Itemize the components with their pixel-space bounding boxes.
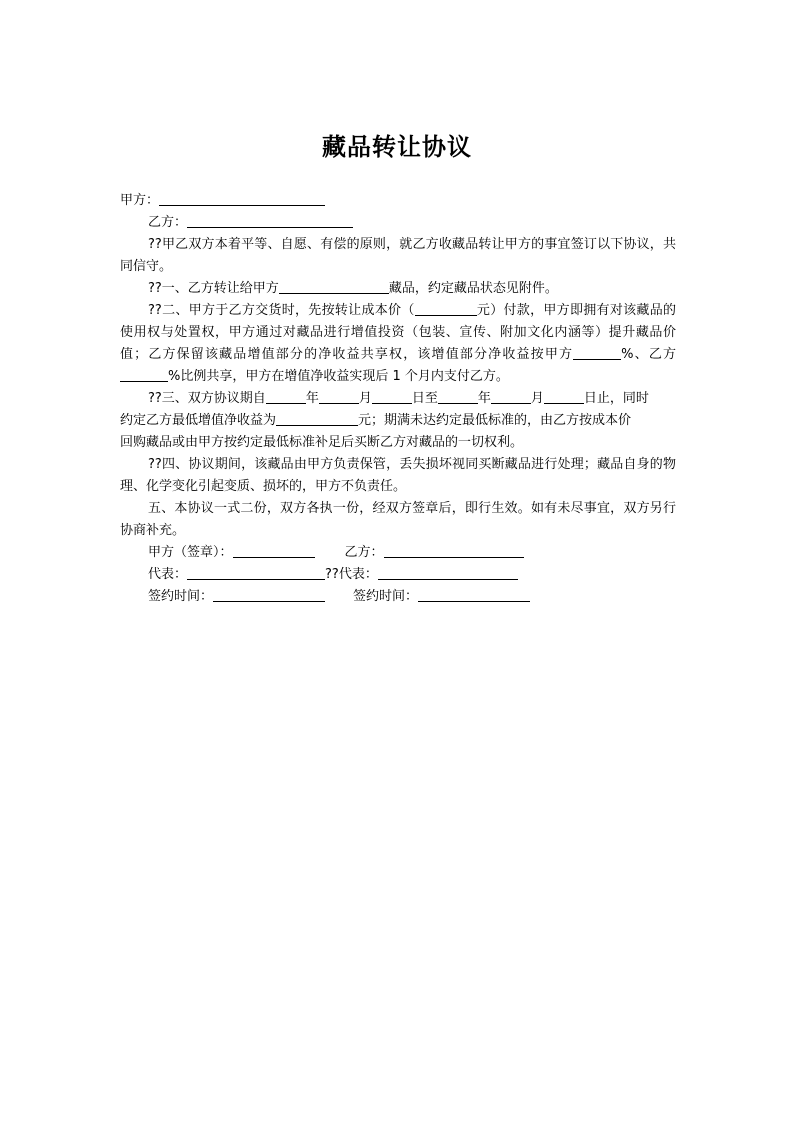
start-month-blank xyxy=(319,389,359,404)
party-a-seal-blank xyxy=(233,543,315,558)
clause-2 xyxy=(120,300,676,388)
clause-3-line-2 xyxy=(120,410,676,432)
month-label: 月 xyxy=(358,391,372,406)
rep-a-blank xyxy=(187,565,325,580)
collection-name-blank xyxy=(279,279,389,294)
agreement-body xyxy=(120,190,676,608)
party-a-label: 甲方： xyxy=(120,193,160,208)
end-day-blank xyxy=(544,389,584,404)
party-a-blank xyxy=(159,191,325,206)
cost-price-blank xyxy=(415,301,477,316)
year-label: 年 xyxy=(305,391,319,406)
start-year-blank xyxy=(266,389,306,404)
date-b-label: 签约时间： xyxy=(353,589,419,604)
clause-1 xyxy=(120,278,676,300)
clause-2-text-mid1: 元）付款，甲方即拥有对该藏品的使用权与处置权，甲方通过对藏品进行增值投资（包装、宣传、附加文化内涵等）提升藏品价值；乙方保留该藏品增值部分的净收益共享权，该增值部分净收益按甲方 xyxy=(120,303,676,362)
clause-3-line-3: 回购藏品或由甲方按约定最低标准补足后买断乙方对藏品的一切权利。 xyxy=(120,435,524,450)
end-month-blank xyxy=(491,389,531,404)
date-a-label: 签约时间： xyxy=(148,589,214,604)
party-b-sign-blank xyxy=(384,543,524,558)
party-b-blank xyxy=(187,213,353,228)
start-day-blank xyxy=(372,389,412,404)
end-year-blank xyxy=(438,389,478,404)
signature-row-3 xyxy=(120,586,676,608)
date-a-blank xyxy=(213,587,325,602)
rep-b-blank xyxy=(378,565,518,580)
month-label-2: 月 xyxy=(530,391,544,406)
preamble-paragraph: ??甲乙双方本着平等、自愿、有偿的原则，就乙方收藏品转让甲方的事宜签订以下协议，共同信守。 xyxy=(120,237,676,274)
clause-3-line-1 xyxy=(120,388,676,410)
rep-a-label: 代表： xyxy=(148,567,188,582)
clause-3-text-end: 日止，同时 xyxy=(583,391,649,406)
clause-3-text-pre: ??三、双方协议期自 xyxy=(148,391,266,406)
party-a-share-blank xyxy=(573,345,621,360)
signature-row-2 xyxy=(120,564,676,586)
clause-3-line2-pre: 约定乙方最低增值净收益为 xyxy=(120,413,277,428)
party-b-line xyxy=(120,212,676,234)
clause-4: ??四、协议期间，该藏品由甲方负责保管，丢失损坏视同买断藏品进行处理；藏品自身的物理、化学变化引起变质、损坏的，甲方不负责任。 xyxy=(120,457,676,494)
day-to-label: 日至 xyxy=(411,391,438,406)
year-label-2: 年 xyxy=(477,391,491,406)
clause-2-text-mid2: %、乙方 xyxy=(621,347,676,362)
clause-1-text-post: 藏品，约定藏品状态见附件。 xyxy=(388,281,558,296)
min-revenue-blank xyxy=(276,411,358,426)
date-b-blank xyxy=(418,587,530,602)
party-b-sign-label: 乙方： xyxy=(344,545,384,560)
party-a-seal-label: 甲方（签章）： xyxy=(148,545,233,560)
party-b-share-blank xyxy=(120,367,168,382)
party-b-label: 乙方： xyxy=(148,215,188,230)
clause-2-text-pre: ??二、甲方于乙方交货时，先按转让成本价（ xyxy=(148,303,415,318)
clause-2-text-post: %比例共享，甲方在增值净收益实现后 1 个月内支付乙方。 xyxy=(168,369,509,384)
clause-3-line2-post: 元；期满未达约定最低标准的，由乙方按成本价 xyxy=(358,413,632,428)
document-title: 藏品转让协议 xyxy=(322,132,472,161)
clause-5: 五、本协议一式二份，双方各执一份，经双方签章后，即行生效。如有未尽事宜，双方另行协商补充。 xyxy=(120,501,676,538)
party-a-line xyxy=(120,190,676,212)
rep-b-label: ??代表： xyxy=(325,567,378,582)
signature-row-1 xyxy=(120,542,676,564)
clause-1-text-pre: ??一、乙方转让给甲方 xyxy=(148,281,279,296)
